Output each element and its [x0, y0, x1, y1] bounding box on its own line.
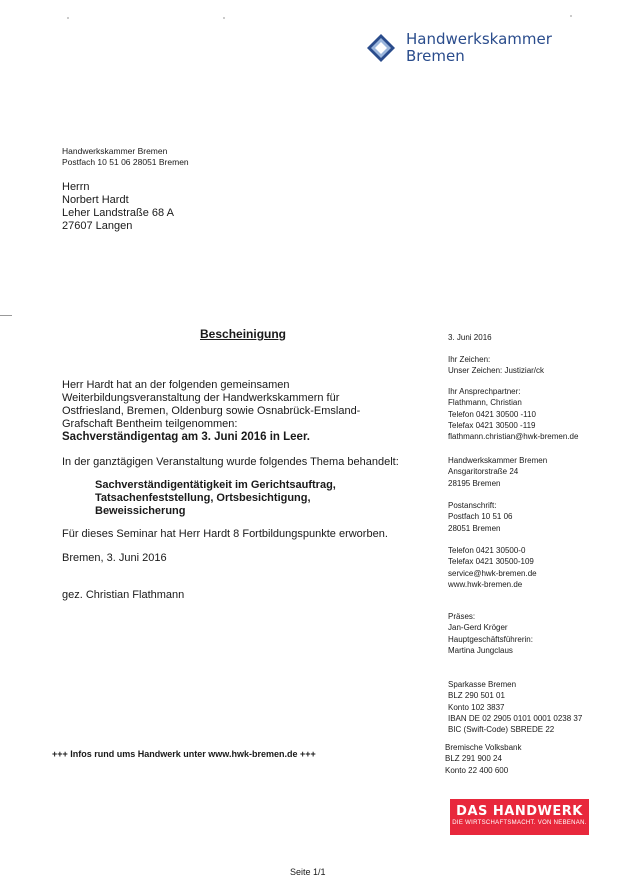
recipient-street: Leher Landstraße 68 A [62, 207, 174, 219]
bank-line: IBAN DE 02 2905 0101 0001 0238 37 [448, 713, 583, 723]
officer-label: Präses: [448, 612, 476, 621]
sidebar-date: 3. Juni 2016 [448, 333, 492, 342]
sender-line [62, 146, 189, 168]
contact-label: Ihr Ansprechpartner: [448, 387, 521, 396]
recipient-address [62, 181, 174, 233]
sidebar-reference [448, 354, 544, 377]
scan-dot [67, 17, 69, 19]
sidebar-sparkasse [448, 679, 582, 735]
sidebar-contact [448, 386, 578, 442]
officer-label: Hauptgeschäftsführerin: [448, 634, 533, 644]
page-number: Seite 1/1 [290, 867, 326, 877]
topic-line: Tatsachenfeststellung, Ortsbesichtigung, [95, 492, 311, 504]
contact-email[interactable]: flathmann.christian@hwk-bremen.de [448, 432, 579, 442]
address-line: 28195 Bremen [448, 478, 501, 488]
sidebar-address [448, 455, 547, 489]
bank-line: Konto 22 400 600 [445, 765, 509, 775]
das-handwerk-badge [450, 799, 589, 835]
scan-dot [223, 17, 225, 19]
contact-phone: Telefon 0421 30500 -110 [448, 409, 536, 419]
reference-value: Unser Zeichen: Justiziar/ck [448, 366, 545, 376]
office-phone: Telefon 0421 30500-0 [448, 546, 526, 555]
reference-label: Ihr Zeichen: [448, 355, 491, 364]
logo-line-2: Bremen [406, 47, 465, 65]
contact-name: Flathmann, Christian [448, 398, 522, 408]
bank-name: Bremische Volksbank [445, 743, 522, 752]
postal-label: Postanschrift: [448, 501, 497, 510]
fold-mark [0, 315, 12, 316]
infos-footer: +++ Infos rund ums Handwerk unter www.hwk-bremen.de +++ [52, 749, 316, 759]
intro-paragraph: Herr Hardt hat an der folgenden gemeinsamen Weiterbildungsveranstaltung der Handwerkskammern für Ostfriesland, Bremen, Oldenburg sowie Osnabrück-Emsland-Grafschaft Bentheim teilgenommen: [62, 379, 361, 430]
bank-name: Sparkasse Bremen [448, 680, 517, 689]
scan-dot [570, 15, 572, 17]
logo-line-1: Handwerkskammer [406, 30, 552, 48]
office-fax: Telefax 0421 30500-109 [448, 557, 534, 567]
topic-line: Sachverständigentätigkeit im Gerichtsauftrag, [95, 479, 336, 491]
bank-line: BLZ 291 900 24 [445, 754, 502, 764]
bank-line: Konto 102 3837 [448, 702, 505, 712]
office-website[interactable]: www.hwk-bremen.de [448, 579, 523, 589]
sidebar-postal [448, 500, 513, 534]
recipient-city: 27607 Langen [62, 220, 133, 232]
logo-text [406, 31, 552, 65]
sidebar-officers [448, 611, 533, 656]
postal-line: Postfach 10 51 06 [448, 512, 513, 522]
officer-name: Martina Jungclaus [448, 645, 513, 655]
contact-fax: Telefax 0421 30500 -119 [448, 420, 536, 430]
address-line: Handwerkskammer Bremen [448, 456, 548, 465]
event-line: Sachverständigentag am 3. Juni 2016 in Leer. [62, 431, 310, 443]
recipient-name: Norbert Hardt [62, 194, 129, 206]
badge-slogan: DIE WIRTSCHAFTSMACHT. VON NEBENAN. [452, 820, 587, 826]
bank-line: BLZ 290 501 01 [448, 691, 505, 701]
topic-intro: In der ganztägigen Veranstaltung wurde folgendes Thema behandelt: [62, 456, 399, 468]
officer-name: Jan-Gerd Kröger [448, 623, 508, 633]
signature: gez. Christian Flathmann [62, 589, 185, 601]
badge-title: DAS HANDWERK [456, 804, 583, 819]
bank-line: BIC (Swift-Code) SBREDE 22 [448, 725, 555, 735]
topic-line: Beweissicherung [95, 505, 186, 517]
place-date: Bremen, 3. Juni 2016 [62, 552, 167, 564]
points-paragraph: Für dieses Seminar hat Herr Hardt 8 Fortbildungspunkte erworben. [62, 528, 388, 540]
address-line: Ansgaritorstraße 24 [448, 467, 519, 477]
postal-line: 28051 Bremen [448, 523, 501, 533]
sidebar-phone [448, 545, 537, 590]
recipient-salutation: Herrn [62, 181, 90, 193]
topic-block [95, 479, 336, 518]
sender-address: Postfach 10 51 06 28051 Bremen [62, 157, 189, 167]
document-title: Bescheinigung [200, 327, 287, 341]
office-email[interactable]: service@hwk-bremen.de [448, 568, 537, 578]
sidebar-volksbank [445, 742, 521, 776]
hwk-logo-icon [366, 33, 396, 63]
sender-name: Handwerkskammer Bremen [62, 146, 168, 156]
